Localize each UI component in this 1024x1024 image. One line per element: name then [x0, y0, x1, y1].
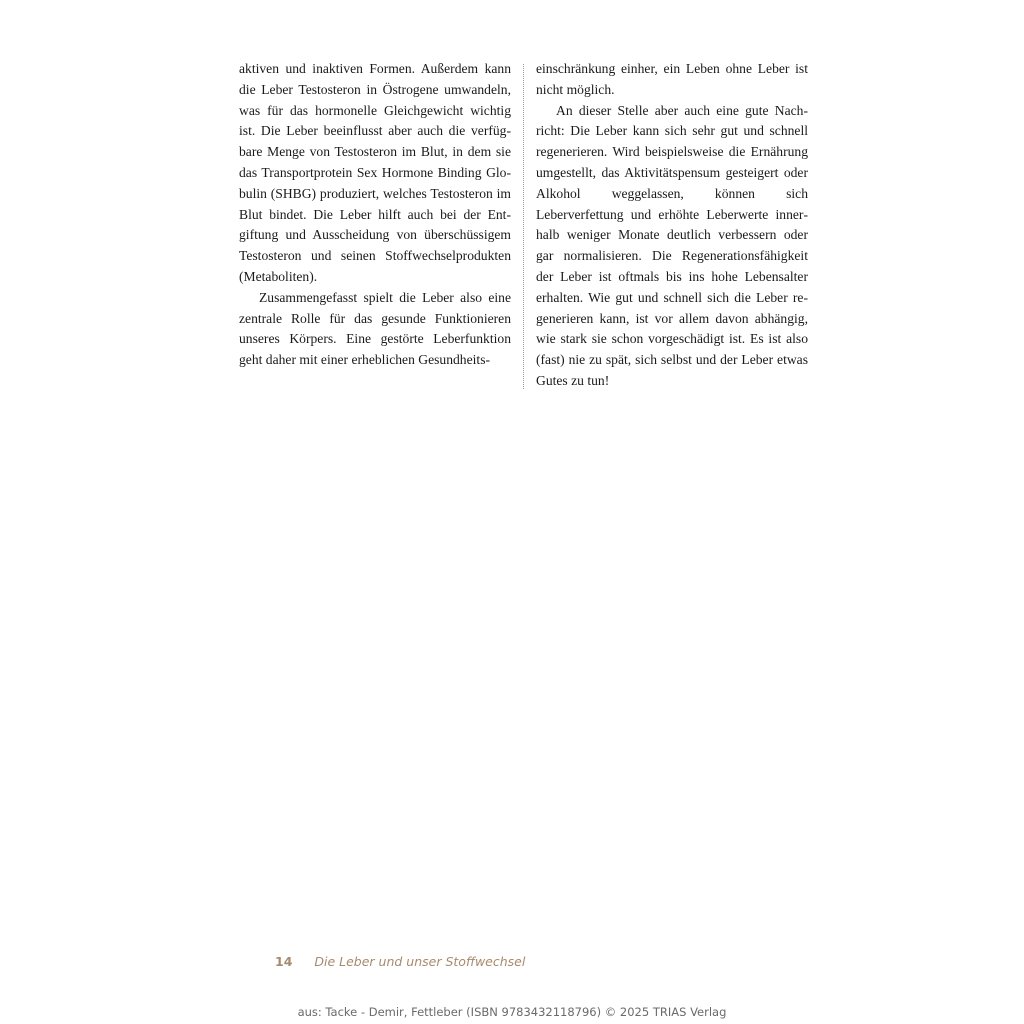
- paragraph: An dieser Stelle aber auch eine gute Nachricht: Die Leber kann sich sehr gut und schnell regenerieren. Wird beispielsweise die Ernährung umgestellt, das Aktivitätspensum gesteigert oder Alkohol weggelassen, können sich Leberverfettung und erhöhte Leberwerte innerhalb weniger Monate deutlich verbessern oder gar normalisieren. Die Regenerationsfähigkeit der Leber ist oftmals bis ins hohe Lebensalter erhalten. Wie gut und schnell sich die Leber regenerieren kann, ist vor allem davon abhängig, wie stark sie schon vorgeschädigt ist. Es ist also (fast) nie zu spät, sich selbst und der Leber etwas Gutes zu tun!: [536, 102, 808, 388]
- page-number: 14: [275, 954, 293, 969]
- chapter-title: Die Leber und unser Stoffwechsel: [314, 954, 526, 969]
- column-divider: [523, 64, 524, 389]
- paragraph: aktiven und inaktiven Formen. Außerdem kann die Leber Testosteron in Östrogene umwandeln, was für das hormonelle Gleichgewicht wichtig ist. Die Leber beeinflusst aber auch die verfügbare Menge von Testosteron im Blut, in dem sie das Transportprotein Sex Hormone Binding Globulin (SHBG) produziert, welches Testosteron im Blut bindet. Die Leber hilft auch bei der Entgiftung und Ausscheidung von überschüssigem Testosteron und seinen Stoffwechselprodukten (Metaboliten).: [239, 61, 511, 284]
- text-column-right: [536, 59, 808, 392]
- paragraph: Zusammengefasst spielt die Leber also eine zentrale Rolle für das gesunde Funktionieren unseres Körpers. Eine gestörte Leberfunktion geht daher mit einer erheblichen Gesundheits-: [239, 289, 511, 368]
- source-citation: aus: Tacke - Demir, Fettleber (ISBN 9783432118796) © 2025 TRIAS Verlag: [297, 1005, 727, 1019]
- text-column-left: [239, 59, 511, 371]
- page-footer: [275, 954, 525, 969]
- paragraph: einschränkung einher, ein Leben ohne Leber ist nicht möglich.: [536, 61, 808, 97]
